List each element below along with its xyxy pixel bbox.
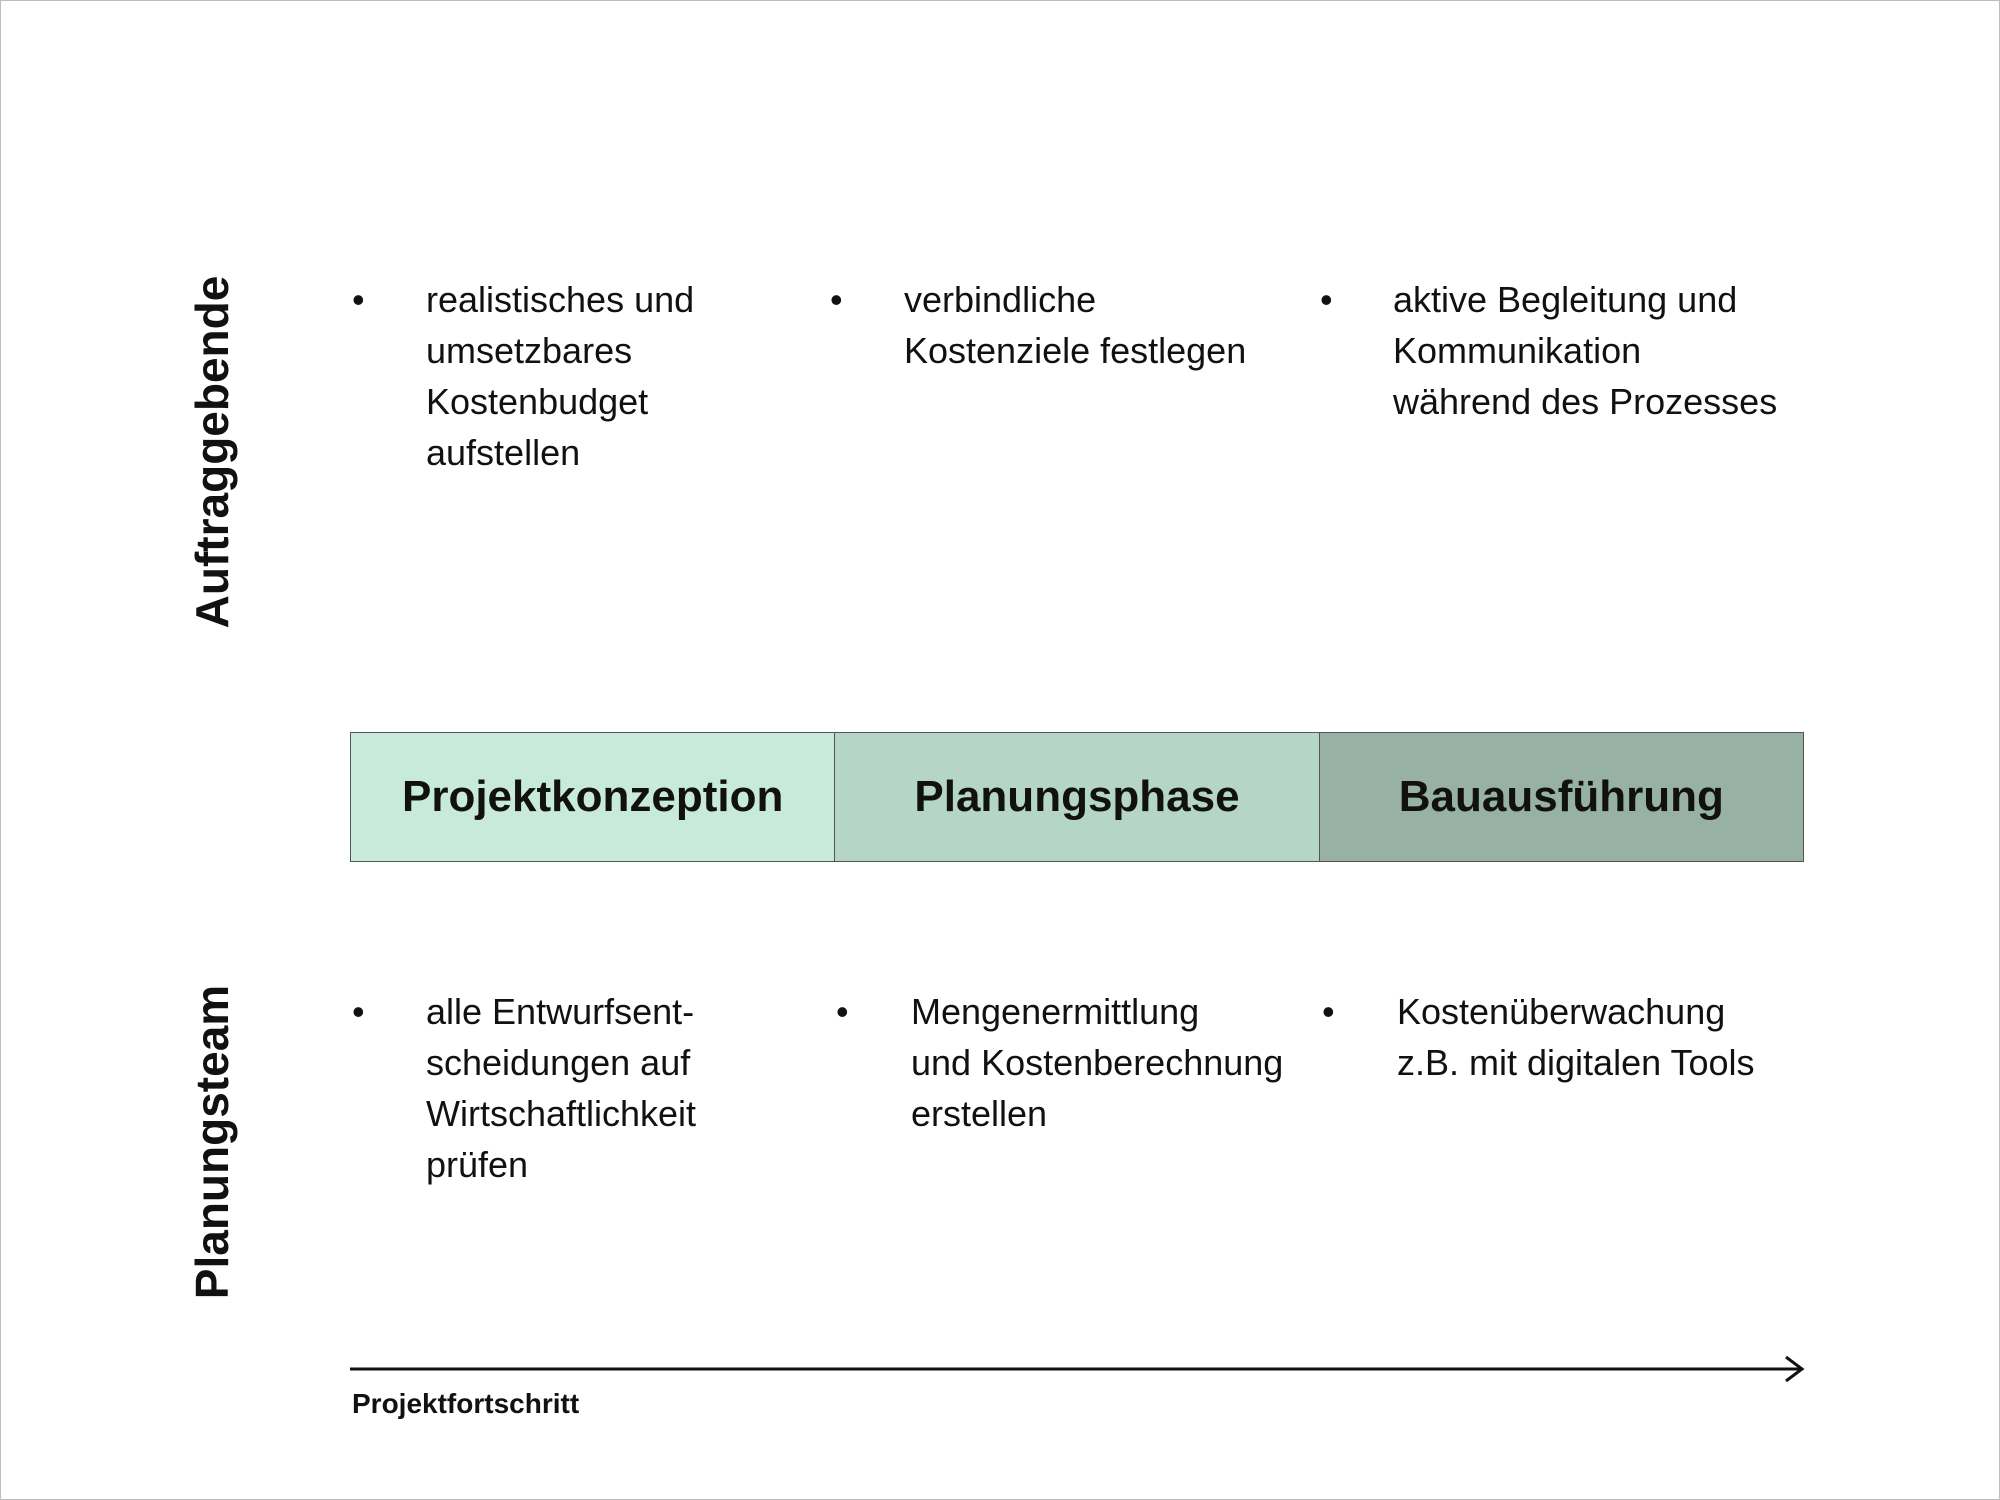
phase-bar	[350, 732, 1804, 862]
bullet-text: realistisches und umsetzbares Kostenbudget aufstellen	[426, 279, 695, 473]
top-bullet-3	[1393, 274, 1813, 427]
bottom-bullet-1	[426, 986, 846, 1190]
bullet-dot: •	[352, 279, 365, 320]
progress-arrow	[350, 1356, 1806, 1386]
phase-planungsphase: Planungsphase	[834, 733, 1318, 861]
bullet-dot: •	[1320, 279, 1333, 320]
bottom-bullet-2	[911, 986, 1331, 1139]
bullet-dot: •	[830, 279, 843, 320]
bullet-text: alle Entwurfsent- scheidungen auf Wirtschaftlichkeit prüfen	[426, 991, 697, 1185]
row-label-planungsteam: Planungsteam	[186, 984, 238, 1300]
phase-bauausfuehrung: Bauausführung	[1319, 733, 1803, 861]
top-bullet-1	[426, 274, 846, 478]
bullet-dot: •	[352, 991, 365, 1032]
axis-label: Projektfortschritt	[352, 1388, 580, 1419]
bullet-dot: •	[836, 991, 849, 1032]
phase-projektkonzeption: Projektkonzeption	[351, 733, 834, 861]
bullet-text: verbindliche Kostenziele festlegen	[904, 279, 1247, 371]
bottom-bullet-3	[1397, 986, 1817, 1088]
bullet-text: Kostenüberwachung z.B. mit digitalen Tools	[1397, 991, 1755, 1083]
bullet-text: aktive Begleitung und Kommunikation während des Prozesses	[1393, 279, 1778, 422]
bullet-dot: •	[1322, 991, 1335, 1032]
row-label-auftraggebende: Auftraggebende	[186, 275, 238, 629]
top-bullet-2	[904, 274, 1324, 376]
bullet-text: Mengenermittlung und Kostenberechnung erstellen	[911, 991, 1284, 1134]
